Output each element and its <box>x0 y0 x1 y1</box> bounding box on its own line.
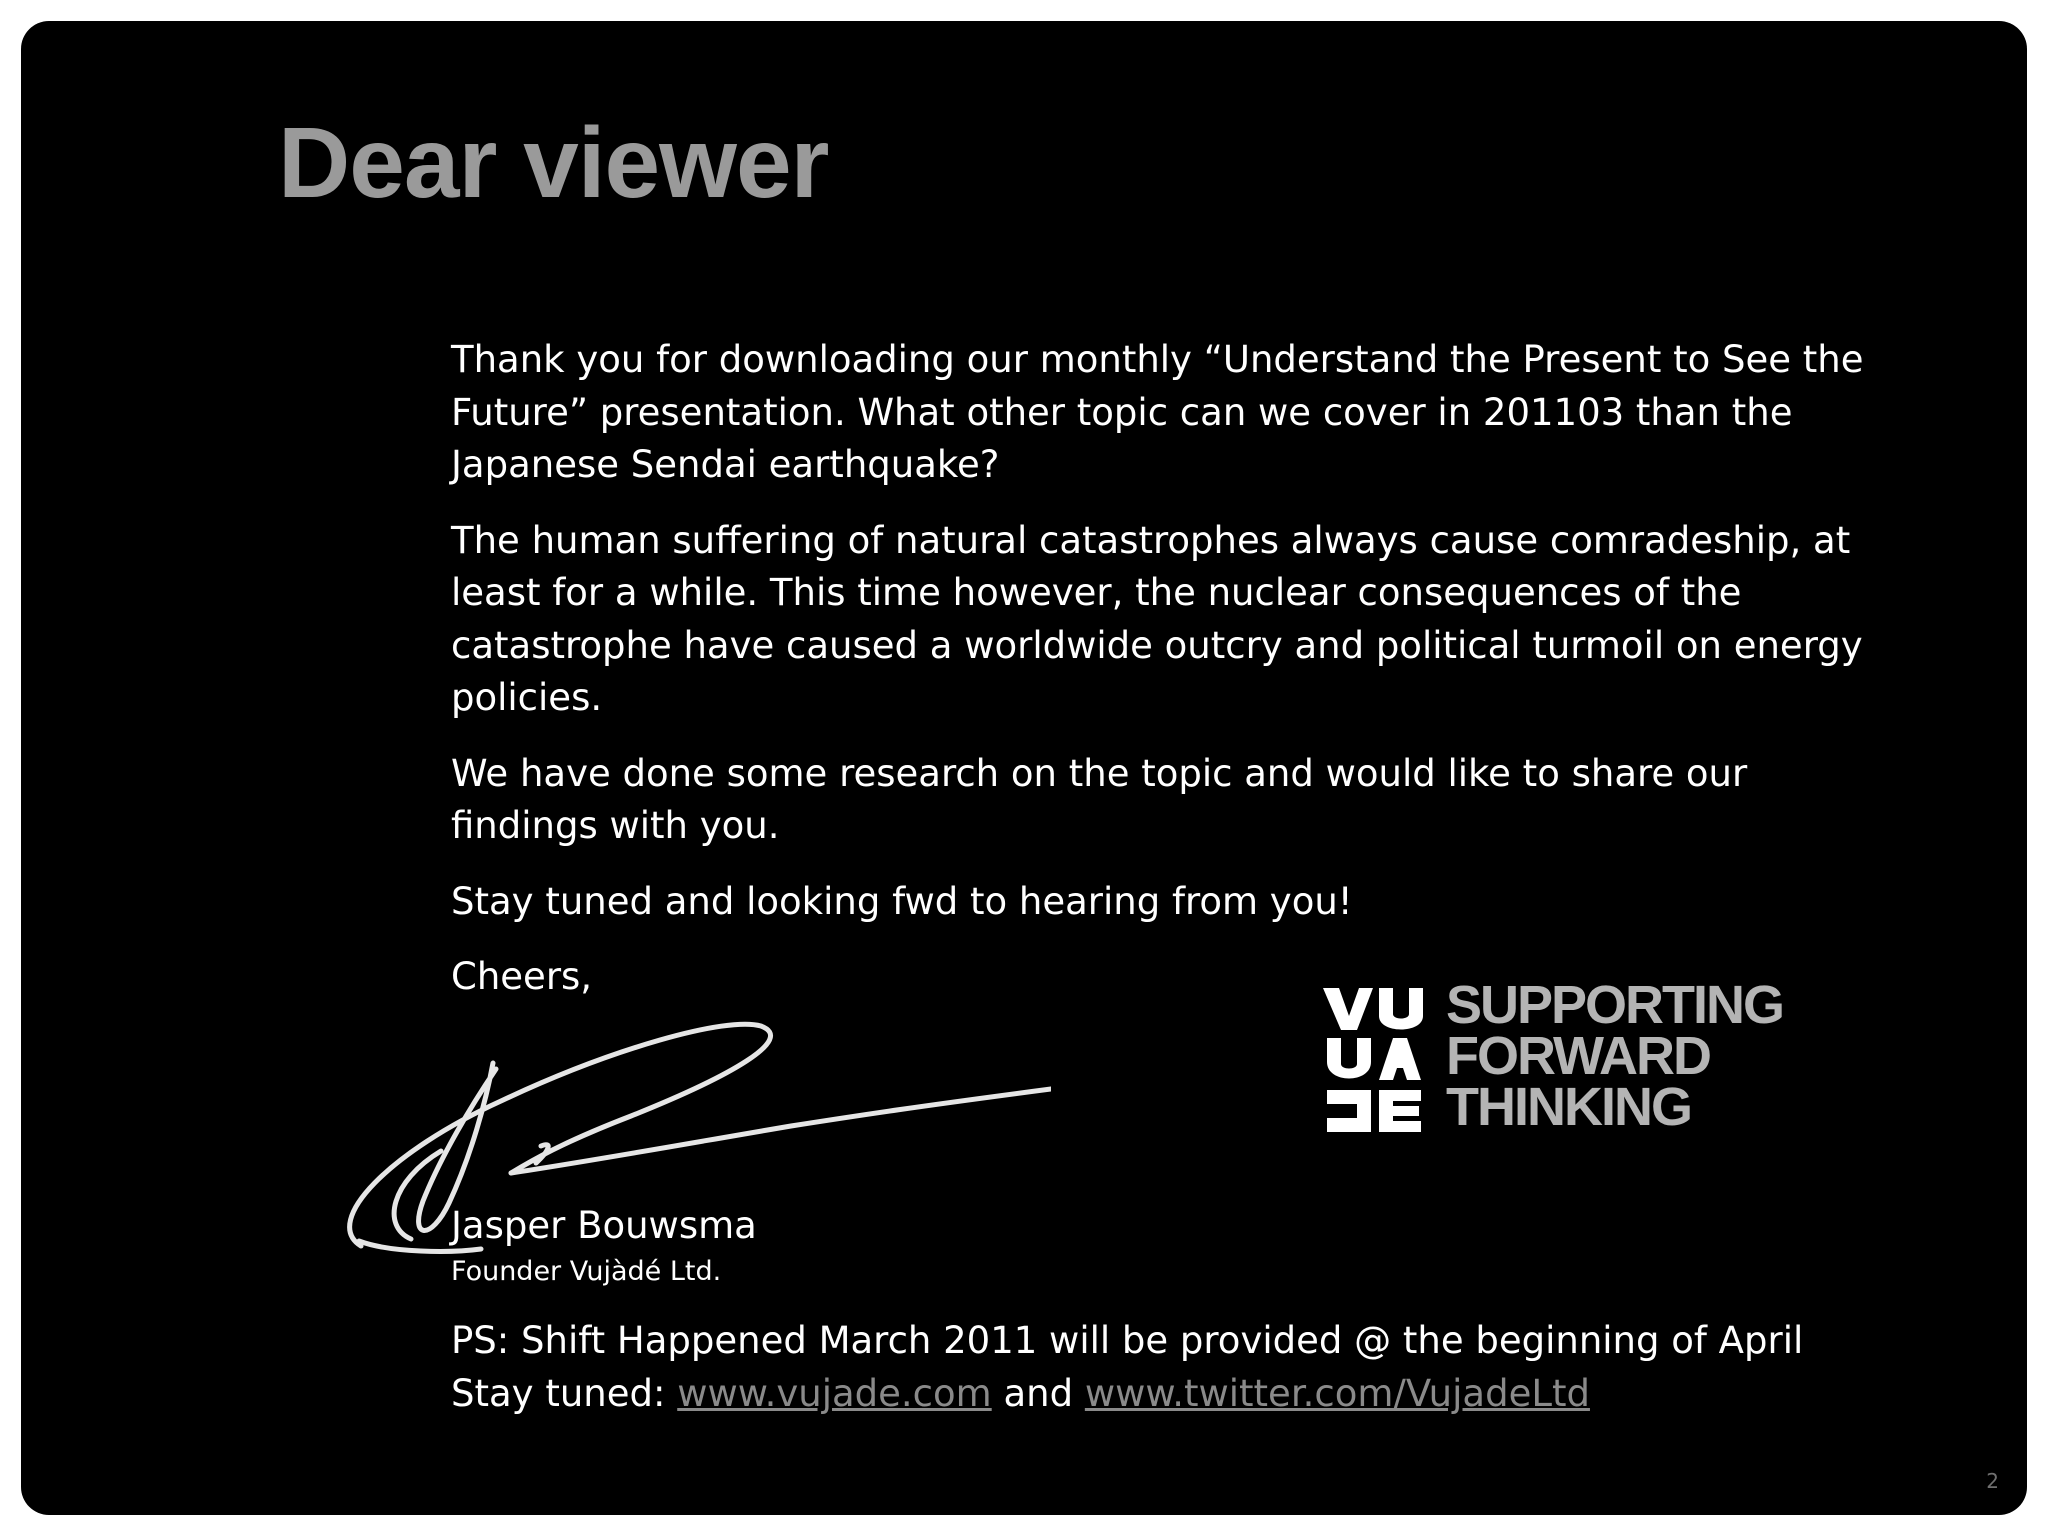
page-number: 2 <box>1986 1469 1999 1493</box>
paragraph-line: findings with you. <box>451 804 780 847</box>
closing: Cheers, <box>451 955 593 998</box>
postscript-prefix: Stay tuned: <box>451 1372 678 1415</box>
signer-block <box>451 1204 757 1290</box>
signer-name: Jasper Bouwsma <box>451 1204 757 1247</box>
vujade-logo <box>1321 975 1841 1156</box>
vujade-logo-mark <box>1321 986 1433 1136</box>
slide <box>21 21 2027 1515</box>
page-title: Dear viewer <box>278 107 829 219</box>
vujade-website-link[interactable]: www.vujade.com <box>677 1372 992 1415</box>
paragraph-line: We have done some research on the topic and would like to share our <box>451 751 1748 795</box>
postscript-line: PS: Shift Happened March 2011 will be provided @ the beginning of April <box>451 1319 1804 1362</box>
paragraph-line: Thank you for downloading our monthly “Understand the Present to See the <box>451 338 1864 381</box>
postscript <box>451 1314 1803 1420</box>
paragraph-intro <box>451 334 1864 492</box>
paragraph-line: The human suffering of natural catastrophes always cause comradeship, at <box>451 518 1851 562</box>
letter-body <box>451 334 1864 1027</box>
postscript-links-line <box>451 1367 1803 1420</box>
logo-line: SUPPORTING <box>1446 975 1784 1035</box>
paragraph-research <box>451 748 1851 853</box>
postscript-connector: and <box>991 1372 1085 1415</box>
vujade-logo-text <box>1446 975 1784 1137</box>
paragraph-line: policies. <box>451 676 603 719</box>
logo-line: FORWARD <box>1446 1026 1710 1086</box>
signer-role: Founder Vujàdé Ltd. <box>451 1256 722 1287</box>
paragraph-line: Future” presentation. What other topic can we cover in 201103 than the <box>451 390 1793 434</box>
paragraph-line: least for a while. This time however, the nuclear consequences of the <box>451 571 1742 614</box>
paragraph-line: catastrophe have caused a worldwide outcry and political turmoil on energy <box>451 623 1863 667</box>
twitter-link[interactable]: www.twitter.com/VujadeLtd <box>1084 1372 1590 1415</box>
paragraph-stay-tuned: Stay tuned and looking fwd to hearing from you! <box>451 879 1353 923</box>
paragraph-suffering <box>451 515 1863 725</box>
logo-line: THINKING <box>1446 1077 1691 1137</box>
paragraph-line: Japanese Sendai earthquake? <box>451 443 1000 486</box>
